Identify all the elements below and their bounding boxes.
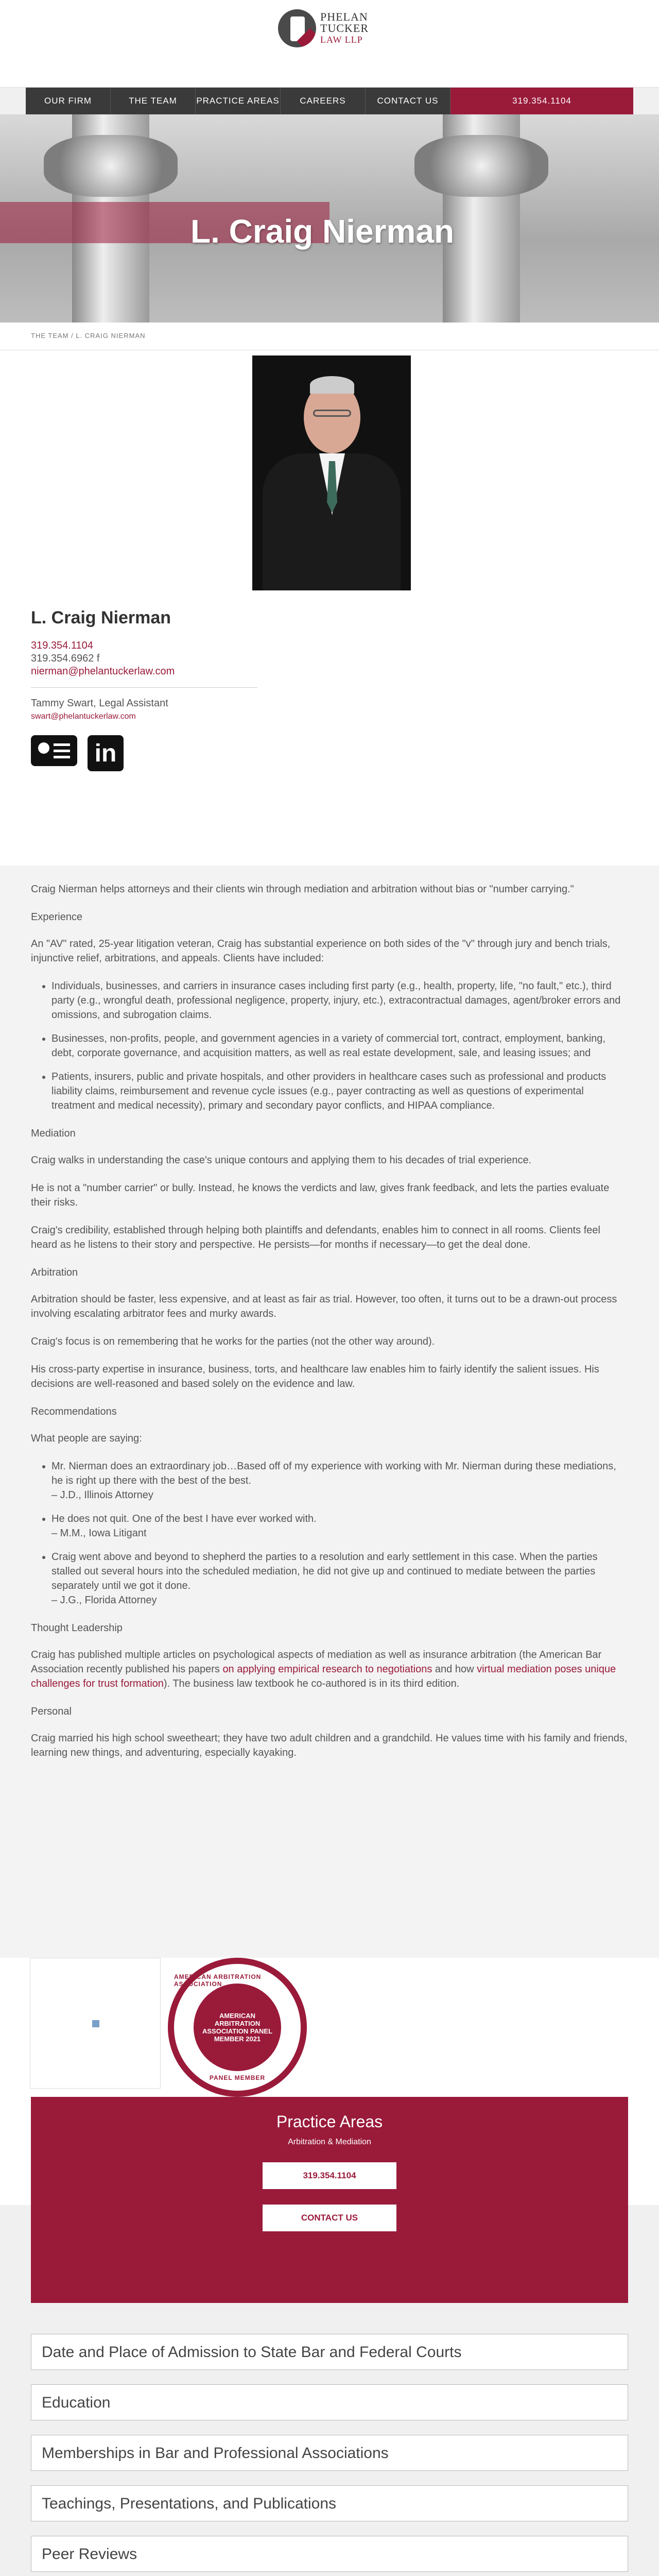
award-badge-placeholder [30,1958,161,2089]
linkedin-icon[interactable]: in [88,735,124,771]
quote-item: • He does not quit. One of the best I have ever worked with. – M.M., Iowa Litigant [51,1512,628,1540]
section-heading: Personal [31,1706,72,1717]
practice-title: Practice Areas [276,2112,383,2131]
quote-item: • Craig went above and beyond to shepherd the parties to a resolution and early settlement in this case. When the parties stalled out several hours into the scheduled mediation, he did not give up and continued to mediate between the parties separately until we got it done. – J.G., Florida Attorney [51,1550,628,1607]
nav-careers[interactable]: CAREERS [281,88,366,114]
practice-sub-link[interactable]: Arbitration & Mediation [288,2138,371,2146]
phone-direct: 319.354.6962 f [31,653,100,664]
accordion-admission[interactable]: Date and Place of Admission to State Bar and Federal Courts [31,2334,628,2370]
bio-paragraph: Craig's credibility, established through helping both plaintiffs and defendants, enables him to connect in all rooms. Clients feel heard as he listens to their story and perspective. He persists—for months if necessary—to get the deal done. [31,1225,600,1250]
call-button[interactable]: 319.354.1104 [263,2162,396,2189]
practice-areas-box [31,2097,628,2303]
assistant-email-link[interactable]: swart@phelantuckerlaw.com [31,712,136,721]
main-nav [26,88,633,114]
nav-the-team[interactable]: THE TEAM [111,88,196,114]
attorney-photo [252,355,411,590]
section-heading: Mediation [31,1128,76,1139]
bio-intro: Craig Nierman helps attorneys and their clients win through mediation and arbitration without bias or "number carrying." [31,884,574,895]
aaa-seal-icon: AMERICAN ARBITRATION ASSOCIATION AMERICAN ARBITRATION ASSOCIATION PANEL MEMBER 2021 PANEL MEMBER [168,1958,307,2097]
article-link-negotiations[interactable]: on applying empirical research to negotiations [222,1664,432,1675]
accordion-teachings[interactable]: Teachings, Presentations, and Publications [31,2485,628,2521]
accordion-list [0,2334,659,2576]
contact-info [31,608,257,771]
quotes-list [31,1459,628,1607]
bio-paragraph: Craig walks in understanding the case's unique contours and applying them to his decades of trial experience. [31,1155,532,1166]
clients-list [31,979,628,1113]
quote-item: • Mr. Nierman does an extraordinary job…Based off of my experience with working with Mr. Nierman during these mediations, he is right up there with the best of the best. – J.D., Illinois Attorney [51,1459,628,1502]
bio-paragraph: He is not a "number carrier" or bully. Instead, he knows the verdicts and law, gives frank feedback, and lets the parties evaluate their risks. [31,1182,610,1208]
bio-paragraph: Craig has published multiple articles on psychological aspects of mediation as well as insurance arbitration (the American Bar Association recently published his papers on applying empirical research to negotiations and how virtual mediation poses unique challenges for trust formation). The business law textbook he co-authored is in its third edition. [31,1649,616,1689]
email-link[interactable]: nierman@phelantuckerlaw.com [31,666,175,677]
bio-paragraph: Arbitration should be faster, less expensive, and at least as fair as trial. However, too often, it turns out to be a drawn-out process involving escalating arbitrator fees and murky awards. [31,1294,617,1319]
article-link-virtual-mediation[interactable]: virtual mediation poses unique challenges for trust formation [31,1664,616,1689]
attorney-name: L. Craig Nierman [31,608,171,628]
accordion-education[interactable]: Education [31,2384,628,2420]
assistant-name: Tammy Swart, Legal Assistant [31,698,168,709]
accordion-memberships[interactable]: Memberships in Bar and Professional Associations [31,2435,628,2471]
biography [0,866,659,1958]
logo-mark-icon [278,9,316,47]
hero-banner [0,114,659,323]
section-heading: Arbitration [31,1267,78,1278]
divider [31,687,257,688]
column-capital-image [414,135,548,197]
logo[interactable] [278,9,369,47]
column-capital-image [44,135,178,197]
hero-title: L. Craig Nierman [190,213,455,250]
breadcrumb[interactable]: THE TEAM / L. CRAIG NIERMAN [0,323,659,350]
list-item: • Businesses, non-profits, people, and government agencies in a variety of commercial tort, contract, employment, banking, debt, corporate governance, and acquisition matters, as well as real estate development, sale, and leasing issues; and [51,1031,628,1060]
section-heading: Experience [31,911,83,923]
bio-paragraph: His cross-party expertise in insurance, business, torts, and healthcare law enables him to fairly identify the salient issues. His decisions are well-reasoned and based solely on the evidence and law. [31,1364,599,1389]
bio-paragraph: An "AV" rated, 25-year litigation veteran, Craig has substantial experience on both sides of the "v" through jury and bench trials, injunctive relief, arbitrations, and appeals. Clients have included: [31,938,611,964]
list-item: • Patients, insurers, public and private hospitals, and other providers in healthcare cases such as professional and products liability claims, reimbursement and revenue cycle issues (e.g., payer contracting as well as questions of experimental treatment and medical necessity), primary and secondary payor conflicts, and HIPAA compliance. [51,1070,628,1113]
bio-paragraph: What people are saying: [31,1433,142,1444]
logo-text: PHELAN TUCKER LAW LLP [320,10,369,45]
bio-paragraph: Craig married his high school sweetheart; they have two adult children and a grandchild. He values time with his family and friends, learning new things, and adventuring, especially kayaking. [31,1733,628,1758]
section-heading: Thought Leadership [31,1622,123,1634]
list-item: • Individuals, businesses, and carriers in insurance cases including first party (e.g., health, property, life, "no fault," etc.), third party (e.g., wrongful death, professional negligence, property, injury, etc.), extracontractual damages, agent/broker errors and omissions, and subrogation claims. [51,979,628,1022]
accordion-peer-reviews[interactable]: Peer Reviews [31,2536,628,2572]
nav-our-firm[interactable]: OUR FIRM [26,88,111,114]
nav-practice-areas[interactable]: PRACTICE AREAS [196,88,281,114]
section-heading: Recommendations [31,1406,117,1417]
phone-link[interactable]: 319.354.1104 [31,640,93,651]
nav-contact-us[interactable]: CONTACT US [366,88,450,114]
bio-paragraph: Craig's focus is on remembering that he works for the parties (not the other way around). [31,1336,435,1347]
profile-section [0,350,659,866]
contact-us-button[interactable]: CONTACT US [263,2205,396,2231]
site-header [0,0,659,88]
nav-phone[interactable]: 319.354.1104 [450,88,633,114]
vcard-icon[interactable] [31,735,77,766]
